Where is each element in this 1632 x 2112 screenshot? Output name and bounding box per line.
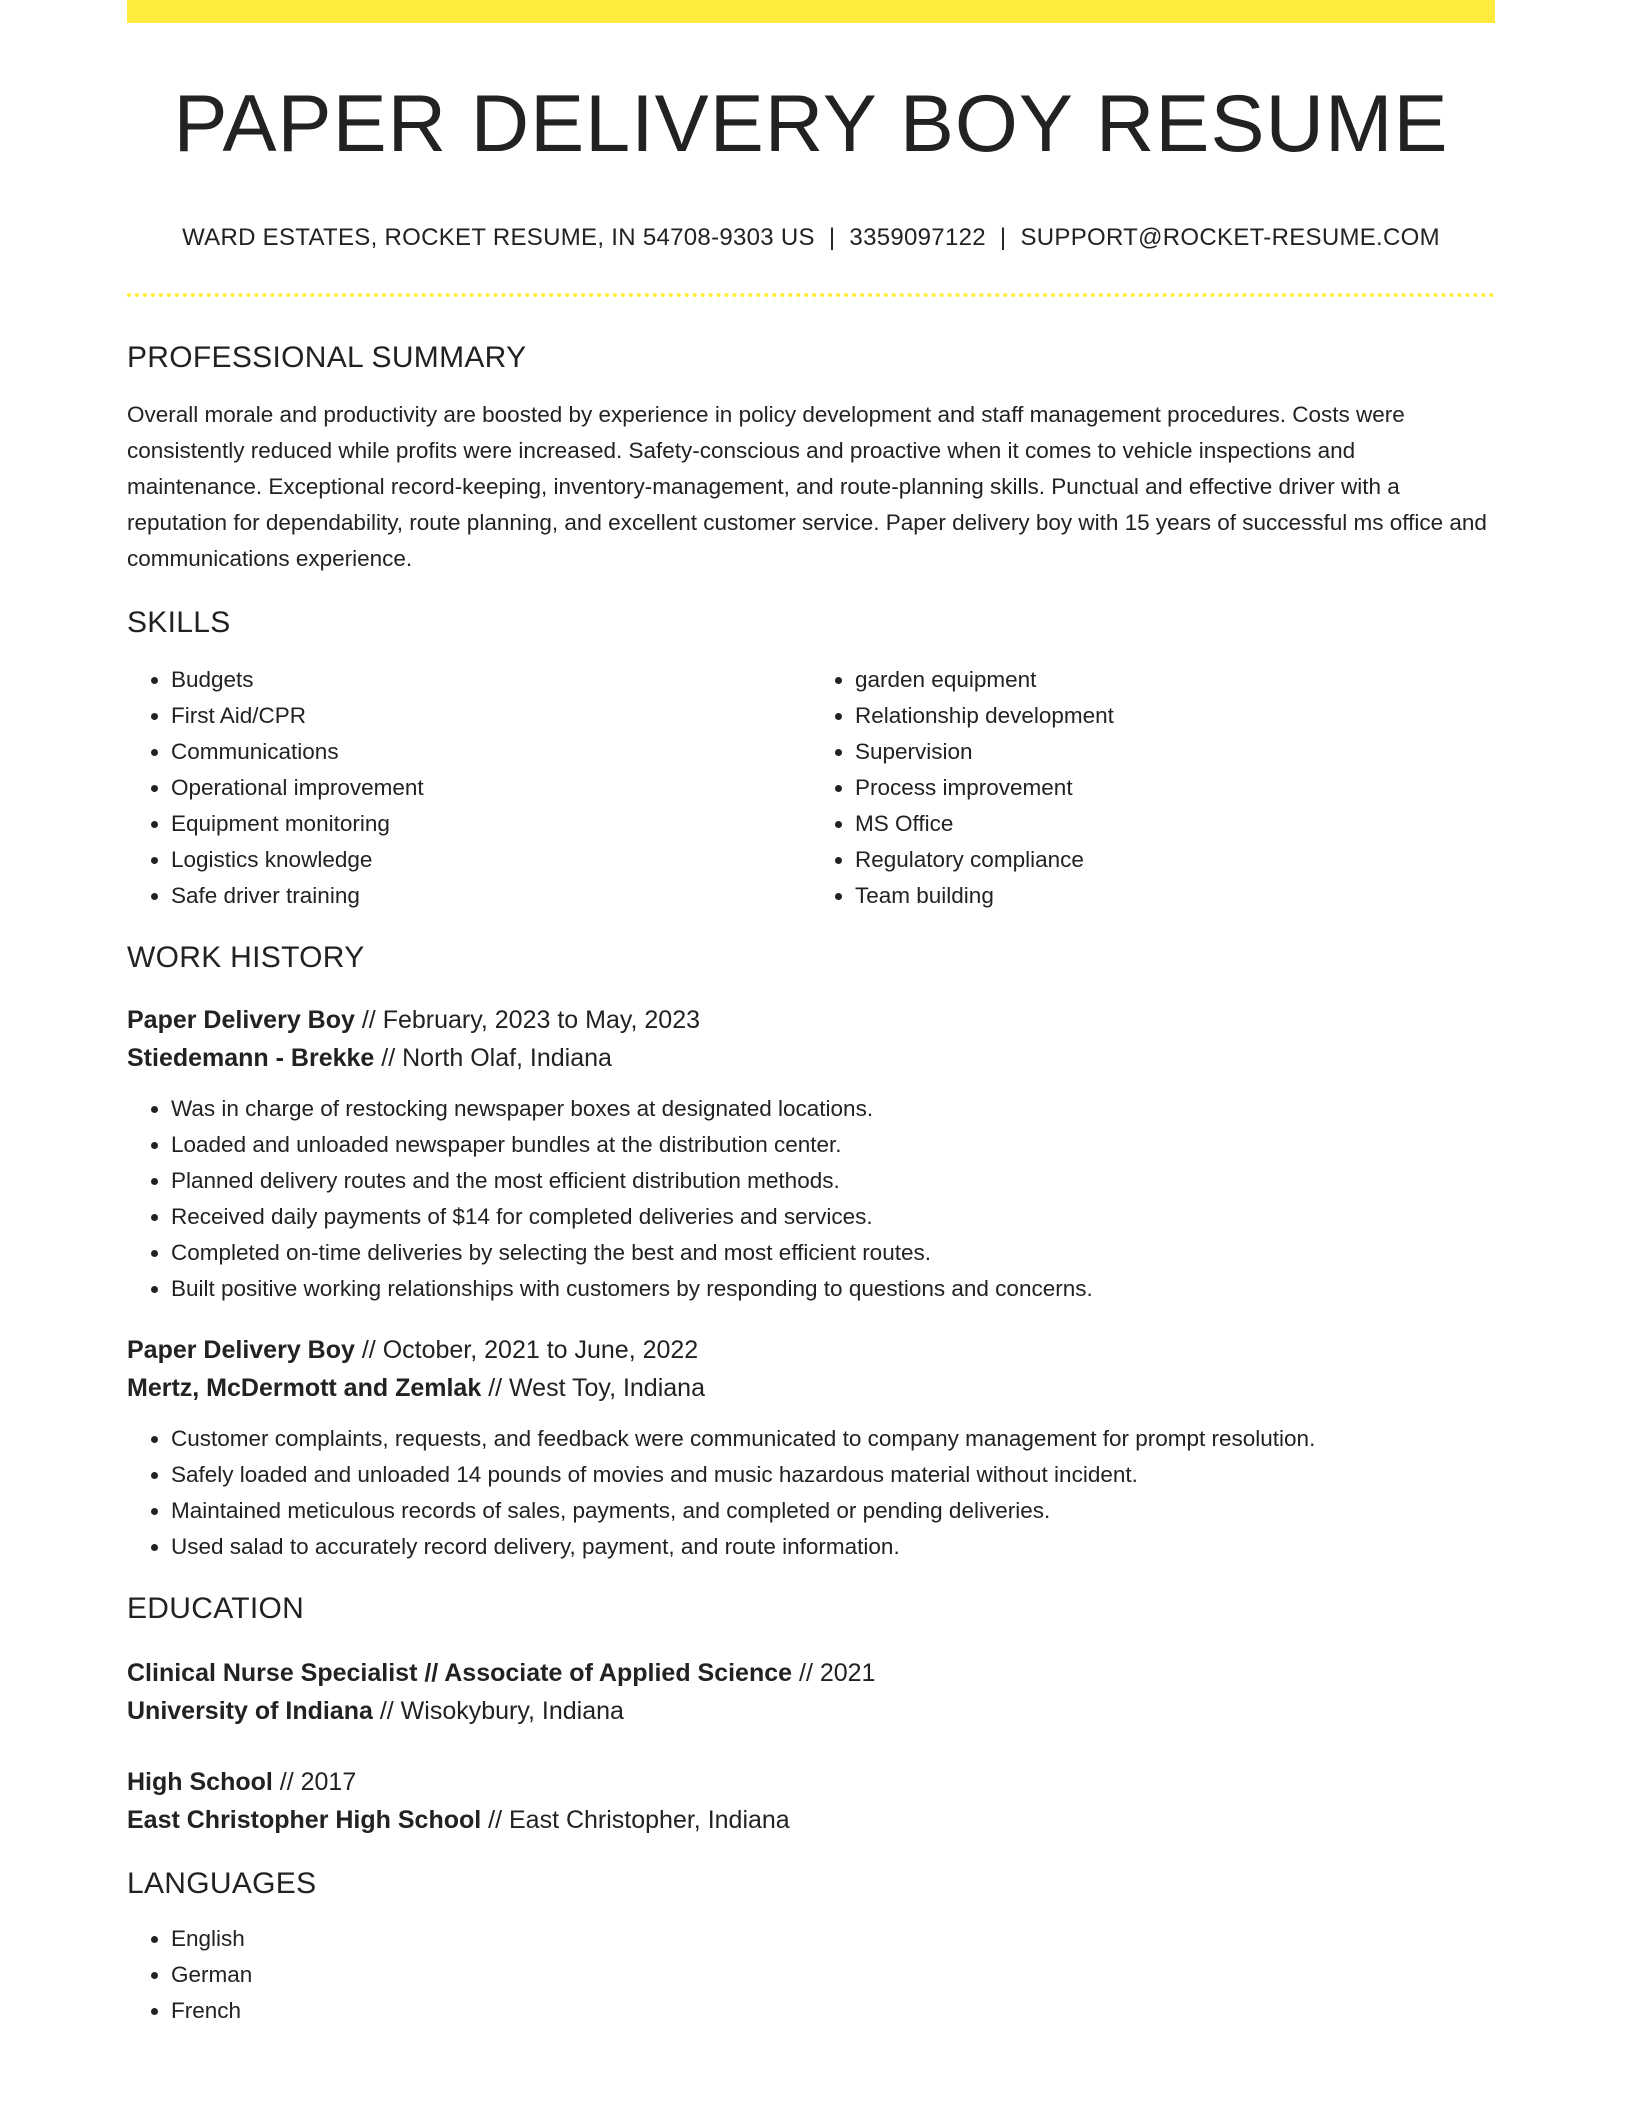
education-heading: EDUCATION	[127, 1591, 305, 1625]
language-item: • French	[171, 1993, 1495, 2029]
job-duty: • Was in charge of restocking newspaper boxes at designated locations.	[171, 1091, 1495, 1127]
skill-item: • Supervision	[855, 734, 1495, 770]
contact-email: SUPPORT@ROCKET-RESUME.COM	[1020, 224, 1440, 252]
skill-item: • garden equipment	[855, 662, 1495, 698]
language-item: • German	[171, 1957, 1495, 1993]
job-entry	[127, 1331, 1495, 1565]
job-company: Stiedemann - Brekke	[127, 1043, 375, 1072]
job-entry	[127, 1001, 1495, 1307]
education-degree: High School	[127, 1767, 273, 1796]
job-duty: • Completed on-time deliveries by selecting the best and most efficient routes.	[171, 1235, 1495, 1271]
skill-item: • Budgets	[171, 662, 811, 698]
job-duties-list	[127, 1091, 1495, 1307]
skill-item: • Safe driver training	[171, 878, 811, 914]
education-entry	[127, 1654, 1495, 1730]
work-history-heading: WORK HISTORY	[127, 940, 365, 974]
job-company-line	[127, 1039, 1495, 1077]
job-title-line	[127, 1331, 1495, 1369]
skills-columns	[127, 662, 1495, 914]
language-item: • English	[171, 1921, 1495, 1957]
skills-heading: SKILLS	[127, 605, 231, 639]
education-school: East Christopher High School	[127, 1805, 482, 1834]
job-duty: • Safely loaded and unloaded 14 pounds of movies and music hazardous material without incident.	[171, 1457, 1495, 1493]
skill-item: • First Aid/CPR	[171, 698, 811, 734]
job-title: Paper Delivery Boy	[127, 1005, 355, 1034]
education-location: // East Christopher, Indiana	[481, 1805, 790, 1834]
education-year: // 2021	[792, 1658, 876, 1687]
job-title-line	[127, 1001, 1495, 1039]
education-degree-line	[127, 1654, 1495, 1692]
top-accent-bar	[127, 0, 1495, 23]
education-year: // 2017	[272, 1767, 357, 1796]
job-duty: • Customer complaints, requests, and feedback were communicated to company management for prompt resolution.	[171, 1421, 1495, 1457]
languages-list	[127, 1921, 1495, 2029]
contact-separator: |	[999, 224, 1007, 252]
summary-heading: PROFESSIONAL SUMMARY	[127, 340, 527, 374]
skills-list-left	[127, 662, 811, 914]
job-location: // West Toy, Indiana	[481, 1373, 705, 1402]
skill-item: • Equipment monitoring	[171, 806, 811, 842]
skill-item: • Relationship development	[855, 698, 1495, 734]
job-dates: // February, 2023 to May, 2023	[354, 1005, 700, 1034]
skill-item: • Team building	[855, 878, 1495, 914]
education-degree-line	[127, 1763, 1495, 1801]
education-entry	[127, 1763, 1495, 1839]
skill-item: • Regulatory compliance	[855, 842, 1495, 878]
education-school-line	[127, 1692, 1495, 1730]
job-duty: • Loaded and unloaded newspaper bundles at the distribution center.	[171, 1127, 1495, 1163]
skills-list-right	[811, 662, 1495, 914]
skill-item: • Operational improvement	[171, 770, 811, 806]
education-school-line	[127, 1801, 1495, 1839]
education-location: // Wisokybury, Indiana	[372, 1696, 624, 1725]
contact-address: WARD ESTATES, ROCKET RESUME, IN 54708-9303 US	[182, 224, 815, 252]
resume-page	[127, 0, 1495, 2029]
job-company-line	[127, 1369, 1495, 1407]
job-title: Paper Delivery Boy	[127, 1335, 355, 1364]
skill-item: • Communications	[171, 734, 811, 770]
contact-separator: |	[828, 224, 836, 252]
job-duty: • Used salad to accurately record delivery, payment, and route information.	[171, 1529, 1495, 1565]
job-location: // North Olaf, Indiana	[374, 1043, 612, 1072]
education-degree: Clinical Nurse Specialist // Associate of Applied Science	[127, 1658, 793, 1687]
contact-phone: 3359097122	[849, 224, 986, 252]
job-duty: • Maintained meticulous records of sales, payments, and completed or pending deliveries.	[171, 1493, 1495, 1529]
languages-heading: LANGUAGES	[127, 1866, 317, 1900]
job-duties-list	[127, 1421, 1495, 1565]
job-company: Mertz, McDermott and Zemlak	[127, 1373, 482, 1402]
dotted-divider	[127, 293, 1495, 297]
resume-title: PAPER DELIVERY BOY RESUME	[173, 79, 1449, 169]
education-school: University of Indiana	[127, 1696, 373, 1725]
job-duty: • Built positive working relationships with customers by responding to questions and concerns.	[171, 1271, 1495, 1307]
job-dates: // October, 2021 to June, 2022	[354, 1335, 699, 1364]
summary-text: Overall morale and productivity are boosted by experience in policy development and staff management procedures. Costs were consistently reduced while profits were increased. Safety-conscious and proactive when it comes to vehicle inspections and maintenance. Exceptional record-keeping, inventory-management, and route-planning skills. Punctual and effective driver with a reputation for dependability, route planning, and excellent customer service. Paper delivery boy with 15 years of successful ms office and communications experience.	[127, 401, 1487, 571]
contact-line	[127, 224, 1495, 253]
skill-item: • Logistics knowledge	[171, 842, 811, 878]
skill-item: • Process improvement	[855, 770, 1495, 806]
job-duty: • Planned delivery routes and the most efficient distribution methods.	[171, 1163, 1495, 1199]
skill-item: • MS Office	[855, 806, 1495, 842]
job-duty: • Received daily payments of $14 for completed deliveries and services.	[171, 1199, 1495, 1235]
